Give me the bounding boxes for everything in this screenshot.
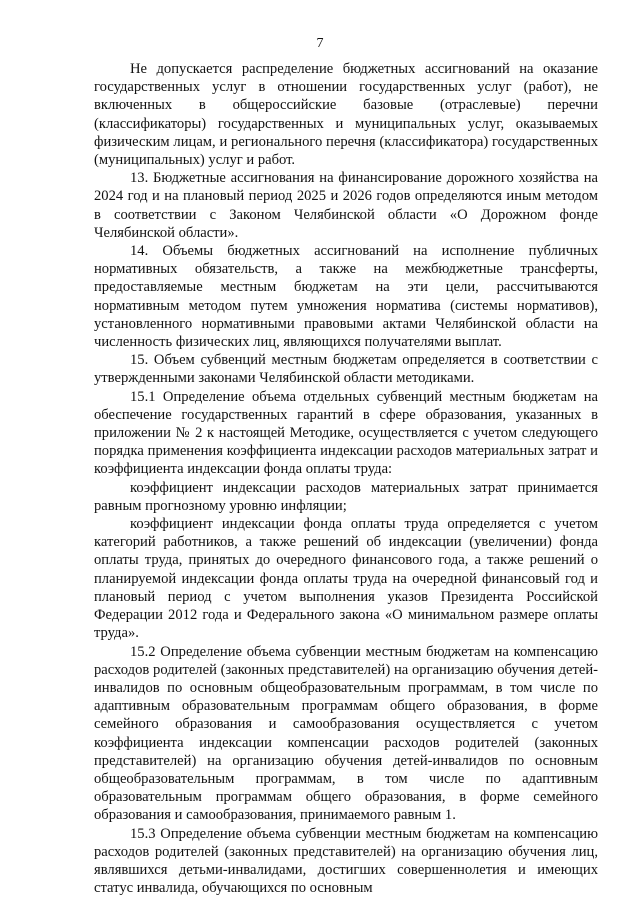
paragraph-15-subventions: 15. Объем субвенций местным бюджетам определяется в соответствии с утвержденными законами Челябинской области методиками. [94, 352, 598, 387]
paragraph-15-2-disabled-children: 15.2 Определение объема субвенции местным бюджетам на компенсацию расходов родителей (законных представителей) на организацию обучения детей-инвалидов по основным общеобразовательным программам, в том числе по адаптивным образовательным программам общего образования, в форме семейного образования и самообразования осуществляется с учетом коэффициента индексации компенсации расходов родителей (законных представителей) на организацию обучения детей-инвалидов по основным общеобразовательным программам, в том числе по адаптивным образовательным программам общего образования, в форме семейного образования и самообразования, принимаемого равным 1. [94, 643, 598, 824]
paragraph-15-3-adult-disabled: 15.3 Определение объема субвенции местным бюджетам на компенсацию расходов родителей (законных представителей) на организацию обучения лиц, являвшихся детьми-инвалидами, достигших совершеннолетия и имеющих статус инвалида, обучающихся по основным [94, 825, 598, 897]
paragraph-13-road-fund: 13. Бюджетные ассигнования на финансирование дорожного хозяйства на 2024 год и на плановый период 2025 и 2026 годов определяются иным методом в соответствии с Законом Челябинской области «О Дорожном фонде Челябинской области». [94, 170, 598, 241]
page-number: 7 [316, 36, 324, 51]
paragraph-services-restriction: Не допускается распределение бюджетных ассигнований на оказание государственных услуг в отношении государственных услуг (работ), не включенных в общероссийские базовые (отраслевые) перечни (классификаторы) государственных и муниципальных услуг, оказываемых физическим лицам, и регионального перечня (классификатора) государственных (муниципальных) услуг и работ. [94, 61, 598, 169]
paragraph-14-public-obligations: 14. Объемы бюджетных ассигнований на исполнение публичных нормативных обязательств, а также на межбюджетные трансферты, предоставляемые местным бюджетам на эти цели, рассчитываются нормативным методом путем умножения норматива (системы нормативов), установленного нормативными правовыми актами Челябинской области на численность физических лиц, являющихся получателями выплат. [94, 243, 598, 351]
document-body [94, 60, 598, 897]
paragraph-payroll-coefficient: коэффициент индексации фонда оплаты труда определяется с учетом категорий работников, а также решений об индексации (увеличении) фонда оплаты труда, принятых до очередного финансового года, а также решений о планируемой индексации фонда оплаты труда на очередной финансовый год и плановый период с учетом выполнения указов Президента Российской Федерации 2012 года и Федерального закона «О минимальном размере оплаты труда». [94, 516, 598, 642]
paragraph-material-costs-coefficient: коэффициент индексации расходов материальных затрат принимается равным прогнозному уровню инфляции; [94, 479, 598, 514]
paragraph-15-1-education-guarantees: 15.1 Определение объема отдельных субвенций местным бюджетам на обеспечение государственных гарантий в сфере образования, указанных в приложении № 2 к настоящей Методике, осуществляется с учетом следующего порядка применения коэффициента индексации расходов материальных затрат и коэффициента индексации фонда оплаты труда: [94, 388, 598, 478]
